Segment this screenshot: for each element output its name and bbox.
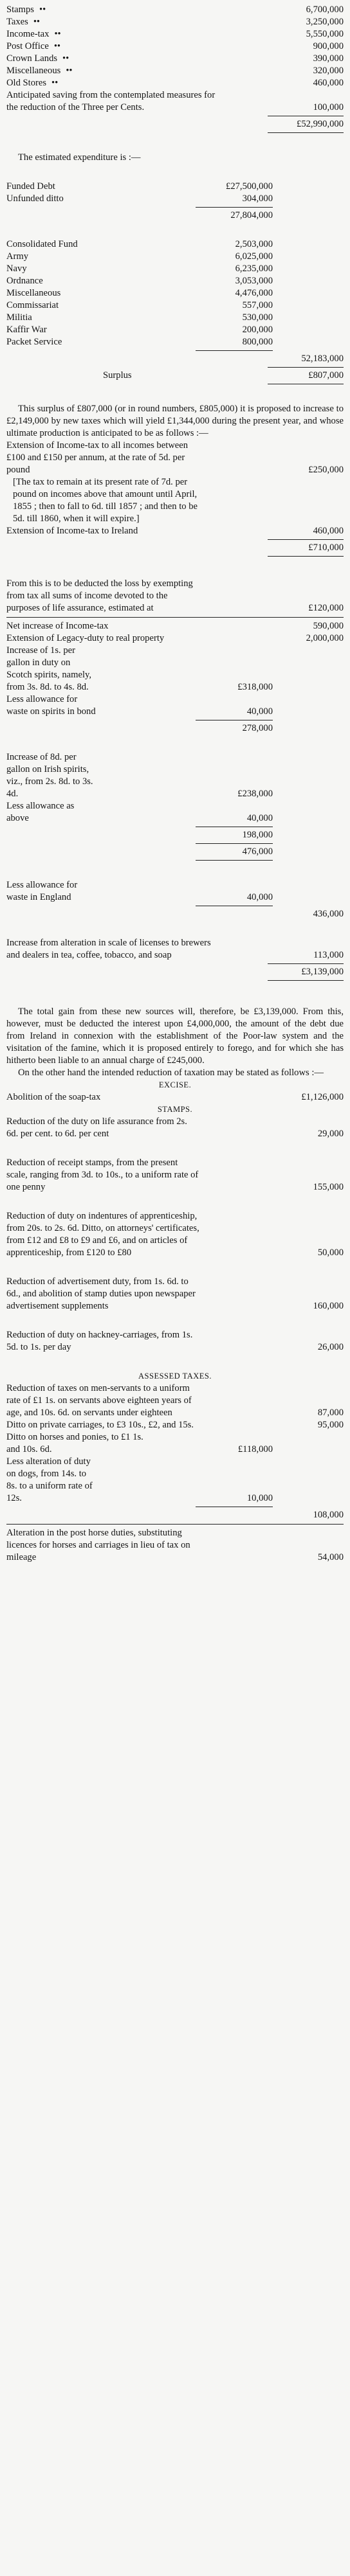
stamp-reduction-value: 29,000 <box>317 1129 344 1139</box>
grand-total-value: £3,139,000 <box>301 967 344 977</box>
income-tax-ireland <box>6 525 344 537</box>
soap-tax <box>6 1091 344 1104</box>
rule-line <box>268 132 344 133</box>
income-row <box>6 4 344 16</box>
budget-column <box>6 0 344 1564</box>
expenditure-total <box>6 353 344 365</box>
spacer <box>6 920 344 937</box>
stamp-reduction-text: Reduction of duty on indentures of apprenticeship, from 20s. to 2s. 6d. Ditto, on attorneys' certificates, from £12 and £8 to £9 and £6, and on articles of apprenticeship, from £120 to £80 <box>6 1211 199 1258</box>
income-row-leader: •• <box>39 4 46 15</box>
income-tax-extension-text: Extension of Income-tax to all incomes between £100 and £150 per annum, at the rate of 5d. per pound <box>6 440 189 475</box>
income-row-leader: •• <box>51 78 59 88</box>
income-tax-ireland-text: Extension of Income-tax to Ireland <box>6 526 138 536</box>
income-row-value: 900,000 <box>313 41 344 51</box>
income-total <box>6 118 344 130</box>
stamp-reduction <box>6 1329 344 1354</box>
expenditure-row-value: 6,235,000 <box>235 264 273 274</box>
legacy-duty-text: Extension of Legacy-duty to real property <box>6 633 165 643</box>
scotch-subtotal <box>6 722 344 735</box>
net-income-tax-label: Net increase of Income-tax <box>6 621 109 631</box>
irish-subtotal <box>6 829 344 841</box>
expenditure-row-label: Ordnance <box>6 276 43 286</box>
stamp-reduction-text: Reduction of advertisement duty, from 1s. 6d. to 6d., and abolition of stamp duties upon newspaper advertisement supplements <box>6 1276 196 1311</box>
expenditure-row-label: Commissariat <box>6 300 59 310</box>
men-servants-text: Reduction of taxes on men-servants to a uniform rate of £1 1s. on servants above eighteen years of age, and 10s. 6d. on servants under eighteen <box>6 1383 192 1418</box>
stamps-heading: STAMPS. <box>157 1105 193 1114</box>
irish-subtotal-value: 198,000 <box>242 830 273 840</box>
spirits-subtotal <box>6 846 344 858</box>
private-carriages <box>6 1419 344 1431</box>
anticipated-saving-value: 100,000 <box>313 102 344 112</box>
income-tax-extension-value: £250,000 <box>308 465 344 475</box>
subtotal-710 <box>6 542 344 554</box>
income-row-leader: •• <box>62 53 69 64</box>
spacer <box>6 735 344 751</box>
debt-row-value: 304,000 <box>242 193 273 204</box>
spirits-subtotal-value: 476,000 <box>242 846 273 857</box>
excise-heading: EXCISE. <box>158 1080 192 1089</box>
rule-line <box>196 860 273 861</box>
expenditure-row-value: 2,503,000 <box>235 239 273 249</box>
horses-net-value: 108,000 <box>313 1510 344 1520</box>
bond-allowance-text: Less allowance for waste on spirits in bond <box>6 694 96 717</box>
income-row <box>6 77 344 89</box>
expenditure-row-label: Miscellaneous <box>6 288 61 298</box>
income-row <box>6 16 344 28</box>
debt-row-label: Unfunded ditto <box>6 193 64 204</box>
subtotal-710-value: £710,000 <box>308 542 344 553</box>
spacer <box>6 863 344 879</box>
expenditure-row-value: 200,000 <box>242 325 273 335</box>
expenditure-row-label: Consolidated Fund <box>6 239 78 249</box>
rule-line <box>268 963 344 964</box>
spacer <box>6 1354 344 1370</box>
expenditure-row <box>6 300 344 312</box>
life-assurance-deduction-value: £120,000 <box>308 603 344 613</box>
surplus-row <box>6 370 344 382</box>
expenditure-row <box>6 275 344 287</box>
gain-paragraph: The total gain from these new sources will, therefore, be £3,139,000. From this, however, must be deducted the interest upon £4,000,000, the amount of the debt due from Ireland in connexion with the establishment of the Poor-law system and the visitation of the famine, which it is proposed entirely to forego, and for which she has hitherto been liable to an annual charge of £245,000. <box>6 1006 344 1066</box>
spacer <box>6 1140 344 1157</box>
spirits-net <box>6 908 344 920</box>
expenditure-row <box>6 251 344 263</box>
bond-allowance <box>6 693 344 718</box>
legacy-duty-value: 2,000,000 <box>306 633 344 643</box>
england-allowance-value: 40,000 <box>246 892 273 902</box>
expenditure-row <box>6 287 344 300</box>
income-row-leader: •• <box>53 41 61 51</box>
men-servants <box>6 1382 344 1419</box>
debt-total <box>6 210 344 222</box>
debt-row-value: £27,500,000 <box>226 181 273 192</box>
anticipated-saving-text: Anticipated saving from the contemplated measures for the reduction of the Three per Cents. <box>6 90 216 112</box>
stamp-reduction-value: 50,000 <box>317 1248 344 1258</box>
spacer <box>6 983 344 1006</box>
spacer <box>6 1312 344 1329</box>
income-row-label: Crown Lands <box>6 53 58 64</box>
income-row <box>6 65 344 77</box>
expenditure-total-value: 52,183,000 <box>301 353 344 364</box>
income-row-value: 390,000 <box>313 53 344 64</box>
rule-line <box>6 617 344 618</box>
expenditure-row <box>6 312 344 324</box>
income-row-label: Miscellaneous <box>6 66 61 76</box>
england-allowance-text: Less allowance for waste in England <box>6 880 78 902</box>
licences-increase <box>6 937 344 962</box>
spacer <box>6 1259 344 1276</box>
income-row-label: Stamps <box>6 4 34 15</box>
income-total-value: £52,990,000 <box>297 119 344 129</box>
stamp-reduction <box>6 1276 344 1312</box>
rule-line <box>6 1524 344 1525</box>
rule-line <box>196 843 273 844</box>
horses-ponies-value: £118,000 <box>237 1444 273 1454</box>
horses-ponies <box>6 1431 344 1456</box>
soap-tax-value: £1,126,000 <box>301 1092 344 1102</box>
rule-line <box>196 207 273 208</box>
irish-spirits <box>6 751 344 800</box>
expenditure-row-label: Kaffir War <box>6 325 47 335</box>
scotch-spirits-text: Increase of 1s. per gallon in duty on Scotch spirits, namely, from 3s. 8d. to 4s. 8d. <box>6 645 91 692</box>
expenditure-row <box>6 263 344 275</box>
surplus-row-label: Surplus <box>103 370 132 380</box>
income-tax-extension <box>6 440 344 476</box>
net-income-tax-value: 590,000 <box>313 621 344 631</box>
expenditure-row <box>6 336 344 348</box>
stamp-reduction <box>6 1210 344 1259</box>
spacer <box>6 222 344 238</box>
spacer <box>6 559 344 578</box>
income-row-label: Taxes <box>6 17 28 27</box>
income-tax-ireland-value: 460,000 <box>313 526 344 536</box>
debt-row-label: Funded Debt <box>6 181 55 192</box>
assessed-taxes-heading: ASSESSED TAXES. <box>138 1372 212 1381</box>
anticipated-saving <box>6 89 344 114</box>
irish-spirits-text: Increase of 8d. per gallon on Irish spirits, viz., from 2s. 8d. to 3s. 4d. <box>6 752 93 799</box>
horses-net <box>6 1509 344 1521</box>
above-allowance-value: 40,000 <box>246 813 273 823</box>
income-tax-note: [The tax to remain at its present rate of 7d. per pound on incomes above that amount until April, 1855 ; then to fall to 6d. till 1857 ; and then to be 5d. till 1860, when it will expire.] <box>13 477 198 524</box>
scotch-subtotal-value: 278,000 <box>242 723 273 733</box>
life-assurance-deduction <box>6 578 344 614</box>
surplus-paragraph: This surplus of £807,000 (or in round numbers, £805,000) it is proposed to increase to £2,149,000 by new taxes which will yield £1,344,000 during the present year, and whose ultimate production is anticipated to be as follows :— <box>6 404 344 438</box>
stamp-reduction-value: 26,000 <box>317 1342 344 1352</box>
men-servants-value: 87,000 <box>317 1408 344 1418</box>
income-row-label: Post Office <box>6 41 49 51</box>
income-row-value: 320,000 <box>313 66 344 76</box>
rule-line <box>268 367 344 368</box>
income-row-leader: •• <box>66 66 73 76</box>
stamp-reduction-text: Reduction of the duty on life assurance from 2s. 6d. per cent. to 6d. per cent <box>6 1116 187 1139</box>
reduction-paragraph: On the other hand the intended reduction of taxation may be stated as follows :— <box>18 1068 324 1078</box>
income-row-label: Income-tax <box>6 29 50 39</box>
post-horse-duties-value: 54,000 <box>317 1552 344 1562</box>
income-row-value: 3,250,000 <box>306 17 344 27</box>
expenditure-row-value: 3,053,000 <box>235 276 273 286</box>
spacer <box>6 386 344 403</box>
licences-increase-value: 113,000 <box>313 950 344 960</box>
expenditure-row-value: 800,000 <box>242 337 273 347</box>
surplus-row-value: £807,000 <box>308 370 344 380</box>
irish-spirits-value: £238,000 <box>237 789 273 799</box>
stamp-reduction <box>6 1116 344 1140</box>
licences-increase-text: Increase from alteration in scale of licenses to brewers and dealers in tea, coffee, tobacco, and soap <box>6 938 211 960</box>
grand-total <box>6 966 344 978</box>
expenditure-row <box>6 238 344 251</box>
stamp-reduction-text: Reduction of receipt stamps, from the present scale, ranging from 3d. to 10s., to a uniform rate of one penny <box>6 1158 199 1192</box>
dogs-duty-text: Less alteration of duty on dogs, from 14s. to 8s. to a uniform rate of 12s. <box>6 1456 93 1503</box>
spacer <box>6 164 344 181</box>
expenditure-row-label: Militia <box>6 312 32 323</box>
debt-row <box>6 181 344 193</box>
rule-line <box>268 556 344 557</box>
dogs-duty <box>6 1456 344 1505</box>
scotch-spirits-value: £318,000 <box>237 682 273 692</box>
expenditure-heading: The estimated expenditure is :— <box>18 152 141 163</box>
above-allowance <box>6 800 344 825</box>
stamp-reduction-value: 160,000 <box>313 1301 344 1311</box>
stamp-reduction-text: Reduction of duty on hackney-carriages, from 1s. 5d. to 1s. per day <box>6 1330 193 1352</box>
income-row-value: 460,000 <box>313 78 344 88</box>
expenditure-row-value: 4,476,000 <box>235 288 273 298</box>
income-row <box>6 28 344 40</box>
stamp-reduction <box>6 1157 344 1194</box>
expenditure-row-value: 6,025,000 <box>235 251 273 262</box>
stamp-reduction-value: 155,000 <box>313 1182 344 1192</box>
net-income-tax <box>6 620 344 632</box>
spacer <box>6 1194 344 1210</box>
income-row <box>6 40 344 53</box>
horses-ponies-text: Ditto on horses and ponies, to £1 1s. and 10s. 6d. <box>6 1432 143 1454</box>
income-row-value: 5,550,000 <box>306 29 344 39</box>
expenditure-row <box>6 324 344 336</box>
post-horse-duties <box>6 1527 344 1564</box>
expenditure-row-value: 530,000 <box>242 312 273 323</box>
income-row-leader: •• <box>33 17 41 27</box>
legacy-duty <box>6 632 344 645</box>
income-row-label: Old Stores <box>6 78 47 88</box>
dogs-duty-value: 10,000 <box>246 1493 273 1503</box>
expenditure-row-label: Army <box>6 251 29 262</box>
rule-line <box>196 350 273 351</box>
life-assurance-deduction-text: From this is to be deducted the loss by exempting from tax all sums of income devoted to the purposes of life assurance, estimated at <box>6 578 193 613</box>
expenditure-row-label: Navy <box>6 264 27 274</box>
expenditure-row-value: 557,000 <box>242 300 273 310</box>
spirits-net-value: 436,000 <box>313 909 344 919</box>
income-row-leader: •• <box>54 29 61 39</box>
scotch-spirits <box>6 645 344 693</box>
expenditure-row-label: Packet Service <box>6 337 62 347</box>
income-row <box>6 53 344 65</box>
post-horse-duties-text: Alteration in the post horse duties, substituting licences for horses and carriages in lieu of tax on mileage <box>6 1528 190 1562</box>
debt-row <box>6 193 344 205</box>
rule-line <box>268 539 344 540</box>
private-carriages-text: Ditto on private carriages, to £3 10s., £2, and 15s. <box>6 1420 194 1430</box>
england-allowance <box>6 879 344 904</box>
debt-total-value: 27,804,000 <box>230 210 273 220</box>
private-carriages-value: 95,000 <box>317 1420 344 1430</box>
income-row-value: 6,700,000 <box>306 4 344 15</box>
above-allowance-text: Less allowance as above <box>6 801 75 823</box>
rule-line <box>268 980 344 981</box>
bond-allowance-value: 40,000 <box>246 706 273 717</box>
spacer <box>6 135 344 152</box>
soap-tax-text: Abolition of the soap-tax <box>6 1092 101 1102</box>
